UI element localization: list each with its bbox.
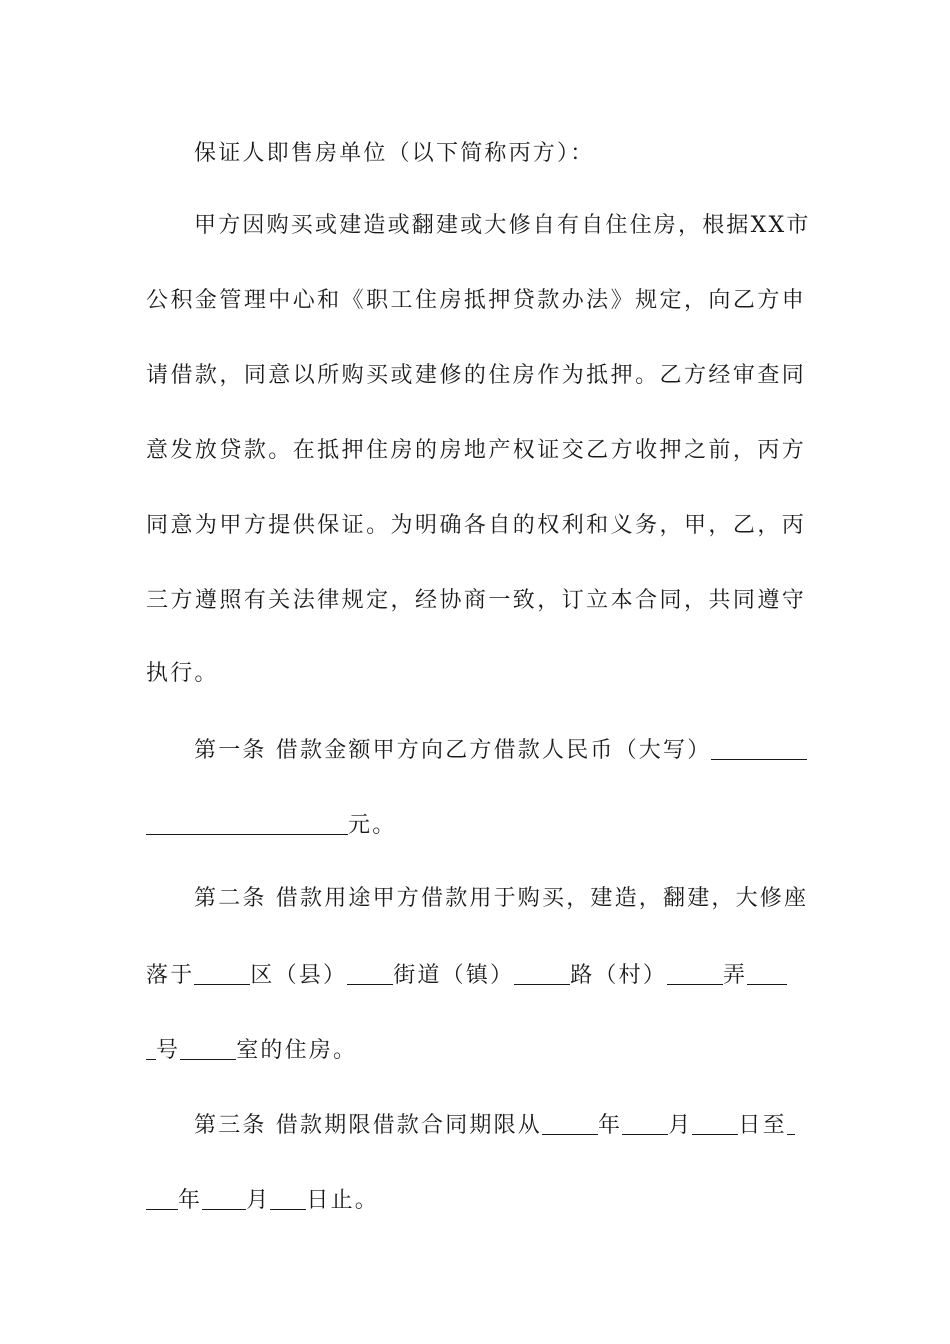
located-at-label: 落于	[146, 963, 195, 988]
end-day-label: 日止。	[306, 1188, 380, 1213]
article-3-text: 第三条 借款期限借款合同期限从	[194, 1113, 542, 1138]
number-blank	[747, 962, 787, 985]
street-blank	[347, 962, 393, 985]
paragraph-line-5: 同意为甲方提供保证。为明确各自的权利和义务，甲，乙，丙	[146, 513, 806, 538]
end-day-blank	[270, 1187, 306, 1210]
article-2-line-3	[146, 1034, 806, 1064]
paragraph-line-3: 请借款，同意以所购买或建修的住房作为抵押。乙方经审查同	[146, 363, 806, 388]
amount-blank	[711, 737, 807, 760]
end-month-blank	[202, 1187, 246, 1210]
article-3-line-1	[194, 1109, 806, 1139]
article-1-text: 第一条 借款金额甲方向乙方借款人民币（大写）	[194, 738, 712, 763]
guarantor-line: 保证人即售房单位（以下简称丙方）：	[194, 141, 595, 166]
number-label: 号	[156, 1038, 181, 1063]
lane-label: 弄	[723, 963, 748, 988]
article-1-line-2	[146, 809, 806, 839]
end-year-blank	[787, 1112, 795, 1135]
paragraph-line-1: 甲方因购买或建造或翻建或大修自有自住住房，根据XX市	[194, 213, 811, 238]
start-year-blank	[542, 1112, 598, 1135]
start-day-blank	[692, 1112, 738, 1135]
road-label: 路（村）	[570, 963, 668, 988]
year-label: 年	[598, 1113, 623, 1138]
district-label: 区（县）	[250, 963, 348, 988]
street-label: 街道（镇）	[393, 963, 515, 988]
district-blank	[194, 962, 250, 985]
article-1-line-1	[194, 734, 806, 764]
end-month-label: 月	[246, 1188, 271, 1213]
day-to-label: 日至	[738, 1113, 787, 1138]
amount-blank-continued	[146, 812, 348, 835]
yuan-label: 元。	[348, 813, 397, 838]
article-2-line-2	[146, 959, 806, 989]
end-year-blank-continued	[146, 1187, 178, 1210]
start-month-blank	[622, 1112, 668, 1135]
end-year-label: 年	[178, 1188, 203, 1213]
month-label: 月	[668, 1113, 693, 1138]
paragraph-line-2: 公积金管理中心和《职工住房抵押贷款办法》规定，向乙方申	[146, 288, 806, 313]
number-blank-continued	[146, 1037, 156, 1060]
paragraph-line-7: 执行。	[146, 661, 219, 686]
article-3-line-2	[146, 1184, 806, 1214]
article-2-line-1: 第二条 借款用途甲方借款用于购买，建造，翻建，大修座	[194, 886, 809, 911]
room-label: 室的住房。	[236, 1038, 358, 1063]
lane-blank	[667, 962, 723, 985]
room-blank	[180, 1037, 236, 1060]
paragraph-line-4: 意发放贷款。在抵押住房的房地产权证交乙方收押之前，丙方	[146, 438, 806, 463]
paragraph-line-6: 三方遵照有关法律规定，经协商一致，订立本合同，共同遵守	[146, 588, 806, 613]
road-blank	[514, 962, 570, 985]
